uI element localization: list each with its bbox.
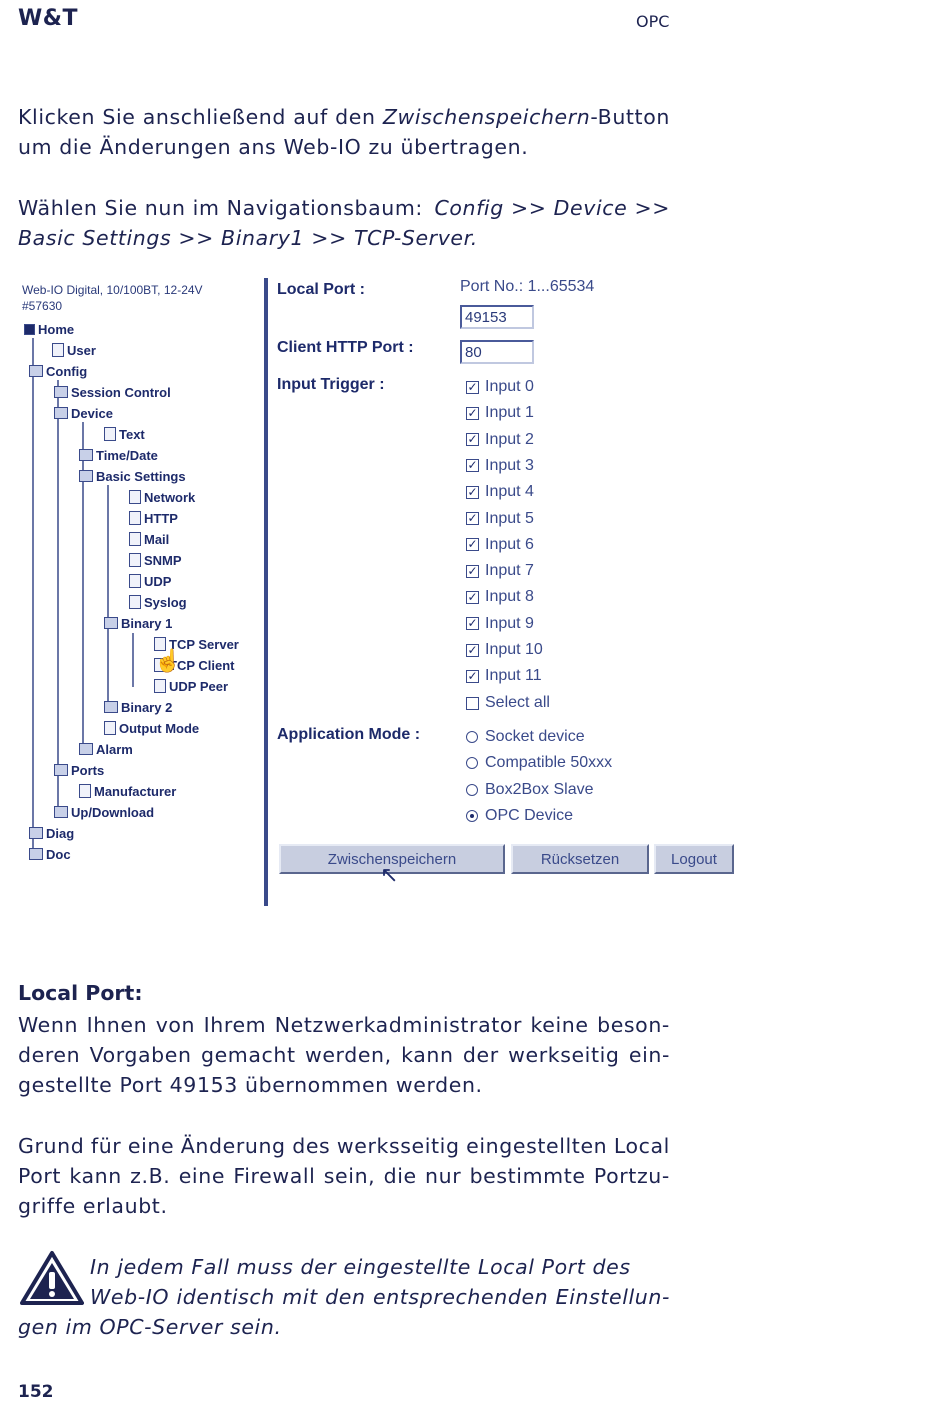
tree-item-config[interactable]: Config (29, 362, 87, 380)
intro-paragraph-2: Wählen Sie nun im Navigationsbaum: Config >> Device >> Basic Settings >> Binary1 >> TCP-Server. (18, 196, 670, 250)
page-icon (129, 511, 141, 525)
local-port-input[interactable]: 49153 (460, 305, 534, 329)
home-icon (24, 324, 35, 335)
checkbox-checked[interactable]: ✓ (467, 432, 478, 447)
tree-item-udp-peer[interactable]: UDP Peer (154, 677, 228, 695)
section-header: OPC (636, 12, 670, 31)
mode-radio-opc-device[interactable]: OPC Device (466, 805, 573, 827)
ruecksetzen-button[interactable]: Rücksetzen (511, 844, 649, 874)
input-4-checkbox[interactable]: ✓ Input 4 (467, 483, 534, 501)
panel-divider (264, 278, 268, 906)
local-port-paragraph-1: Wenn Ihnen von Ihrem Netzwerkadministrator keine beson- deren Vorgaben gemacht werden, kann der werkseitig ein- gestellte Port 49153 übernommen werden. (18, 1013, 670, 1097)
device-id: #57630 (22, 299, 63, 313)
hand-pointer-icon: ☝ (154, 648, 182, 673)
tree-item-text[interactable]: Text (104, 425, 145, 443)
input-7-checkbox[interactable]: ✓ Input 7 (467, 562, 534, 580)
tree-item-home[interactable]: Home (24, 320, 74, 338)
folder-icon (79, 449, 93, 461)
checkbox-checked[interactable]: ✓ (467, 511, 478, 525)
tree-item-mail[interactable]: Mail (129, 530, 169, 548)
tree-item-output-mode[interactable]: Output Mode (104, 719, 199, 737)
page-icon (129, 574, 141, 588)
folder-icon (104, 701, 118, 713)
input-6-checkbox[interactable]: ✓ Input 6 (467, 535, 534, 553)
tree-item-basic-settings[interactable]: Basic Settings (79, 467, 186, 485)
tree-item-session-control[interactable]: Session Control (54, 383, 171, 401)
tree-item-device[interactable]: Device (54, 404, 113, 422)
page-icon (129, 595, 141, 609)
tree-item-udp[interactable]: UDP (129, 572, 171, 590)
tree-item-tcp-client[interactable]: TCP Client (154, 656, 235, 674)
tree-item-syslog[interactable]: Syslog (129, 593, 187, 611)
checkbox-box[interactable] (466, 697, 479, 710)
input-2-checkbox[interactable]: ✓ Input 2 (467, 430, 534, 448)
tree-item-tcp-server[interactable]: TCP Server (154, 635, 239, 653)
tree-item-time-date[interactable]: Time/Date (79, 446, 158, 464)
mode-radio-socket-device[interactable]: Socket device (466, 726, 585, 748)
checkbox-checked[interactable]: ✓ (467, 563, 478, 578)
local-port-label: Local Port : (277, 281, 366, 298)
mode-radio-box2box-slave[interactable]: Box2Box Slave (466, 779, 594, 801)
folder-icon (29, 848, 43, 860)
mouse-pointer-icon: ↖ (380, 862, 399, 887)
input-9-checkbox[interactable]: ✓ Input 9 (467, 614, 534, 632)
client-http-port-label: Client HTTP Port : (277, 339, 414, 356)
page-icon (104, 427, 116, 441)
tree-item-binary-1[interactable]: Binary 1 (104, 614, 172, 632)
checkbox-checked[interactable]: ✓ (467, 405, 478, 420)
checkbox-checked[interactable]: ✓ (467, 616, 478, 631)
zwischenspeichern-button[interactable]: Zwischenspeichern (279, 844, 505, 874)
checkbox-checked[interactable]: ✓ (467, 668, 478, 683)
select-all-checkbox[interactable]: Select all (466, 692, 550, 714)
tree-item-doc[interactable]: Doc (29, 845, 71, 863)
checkbox-checked[interactable]: ✓ (467, 379, 478, 394)
tree-item-http[interactable]: HTTP (129, 509, 178, 527)
zwischenspeichern-button-ref: Zwischenspeichern-Button (382, 105, 670, 129)
port-range-hint: Port No.: 1...65534 (460, 278, 595, 295)
mode-radio-compatible-50xxx[interactable]: Compatible 50xxx (466, 752, 612, 774)
checkbox-checked[interactable]: ✓ (467, 642, 478, 657)
input-1-checkbox[interactable]: ✓ Input 1 (467, 404, 534, 422)
page-icon (129, 532, 141, 546)
application-mode-label: Application Mode : (277, 726, 421, 743)
input-10-checkbox[interactable]: ✓ Input 10 (467, 641, 543, 658)
input-8-checkbox[interactable]: ✓ Input 8 (467, 588, 534, 606)
logout-button[interactable]: Logout (654, 844, 734, 874)
folder-icon (104, 617, 118, 629)
tree-item-user[interactable]: User (52, 341, 96, 359)
input-11-checkbox[interactable]: ✓ Input 11 (467, 667, 542, 685)
tree-item-manufacturer[interactable]: Manufacturer (79, 782, 176, 800)
input-0-checkbox[interactable]: ✓ Input 0 (467, 378, 534, 395)
intro1-line1: Klicken Sie anschließend auf den Zwischenspeichern-Button (18, 102, 670, 132)
page-number: 152 (18, 1382, 54, 1402)
tree-item-up-download[interactable]: Up/Download (54, 803, 154, 821)
local-port-paragraph-2: Grund für eine Änderung des werksseitig eingestellten Local Port kann z.B. eine Firewall sein, die nur bestimmte Portzu- griffe erlaubt. (18, 1134, 670, 1218)
tree-item-snmp[interactable]: SNMP (129, 551, 182, 569)
folder-icon (29, 365, 43, 377)
device-title: Web-IO Digital, 10/100BT, 12-24V (22, 283, 203, 297)
tree-item-network[interactable]: Network (129, 488, 195, 506)
folder-icon (79, 470, 93, 482)
page-icon (52, 343, 64, 357)
checkbox-checked[interactable]: ✓ (467, 484, 478, 499)
input-3-checkbox[interactable]: ✓ Input 3 (467, 456, 534, 474)
local-port-heading: Local Port: (18, 981, 143, 1005)
folder-icon (79, 743, 93, 755)
page-icon (104, 721, 116, 735)
folder-icon (54, 764, 68, 776)
client-http-port-input[interactable]: 80 (460, 340, 534, 364)
webio-config-screenshot (18, 272, 738, 912)
input-5-checkbox[interactable]: ✓ Input 5 (467, 509, 534, 527)
checkbox-checked[interactable]: ✓ (467, 589, 478, 604)
folder-icon (54, 806, 68, 818)
page-icon (129, 553, 141, 567)
folder-icon (54, 386, 68, 398)
checkbox-checked[interactable]: ✓ (467, 537, 478, 552)
folder-icon (29, 827, 43, 839)
tree-item-ports[interactable]: Ports (54, 761, 104, 779)
radio-button[interactable] (466, 731, 478, 743)
page-icon (79, 784, 91, 798)
page-icon (154, 679, 166, 693)
tree-item-alarm[interactable]: Alarm (79, 740, 133, 758)
checkbox-checked[interactable]: ✓ (467, 458, 478, 473)
warning-note: In jedem Fall muss der eingestellte Local Port des Web-IO identisch mit den entsprechenden Einstellun- gen im OPC-Server sein. (18, 1255, 670, 1339)
folder-icon (54, 407, 68, 419)
intro-paragraph-1: Klicken Sie anschließend auf den Zwischenspeichern-Button um die Änderungen ans Web-IO zu übertragen. (18, 102, 670, 162)
radio-button[interactable] (466, 784, 478, 796)
radio-button[interactable] (466, 810, 478, 822)
page-icon (129, 490, 141, 504)
tree-item-diag[interactable]: Diag (29, 824, 74, 842)
brand-logo: W&T (18, 6, 78, 31)
tree-item-binary-2[interactable]: Binary 2 (104, 698, 172, 716)
radio-button[interactable] (466, 757, 478, 769)
input-trigger-label: Input Trigger : (277, 376, 385, 393)
